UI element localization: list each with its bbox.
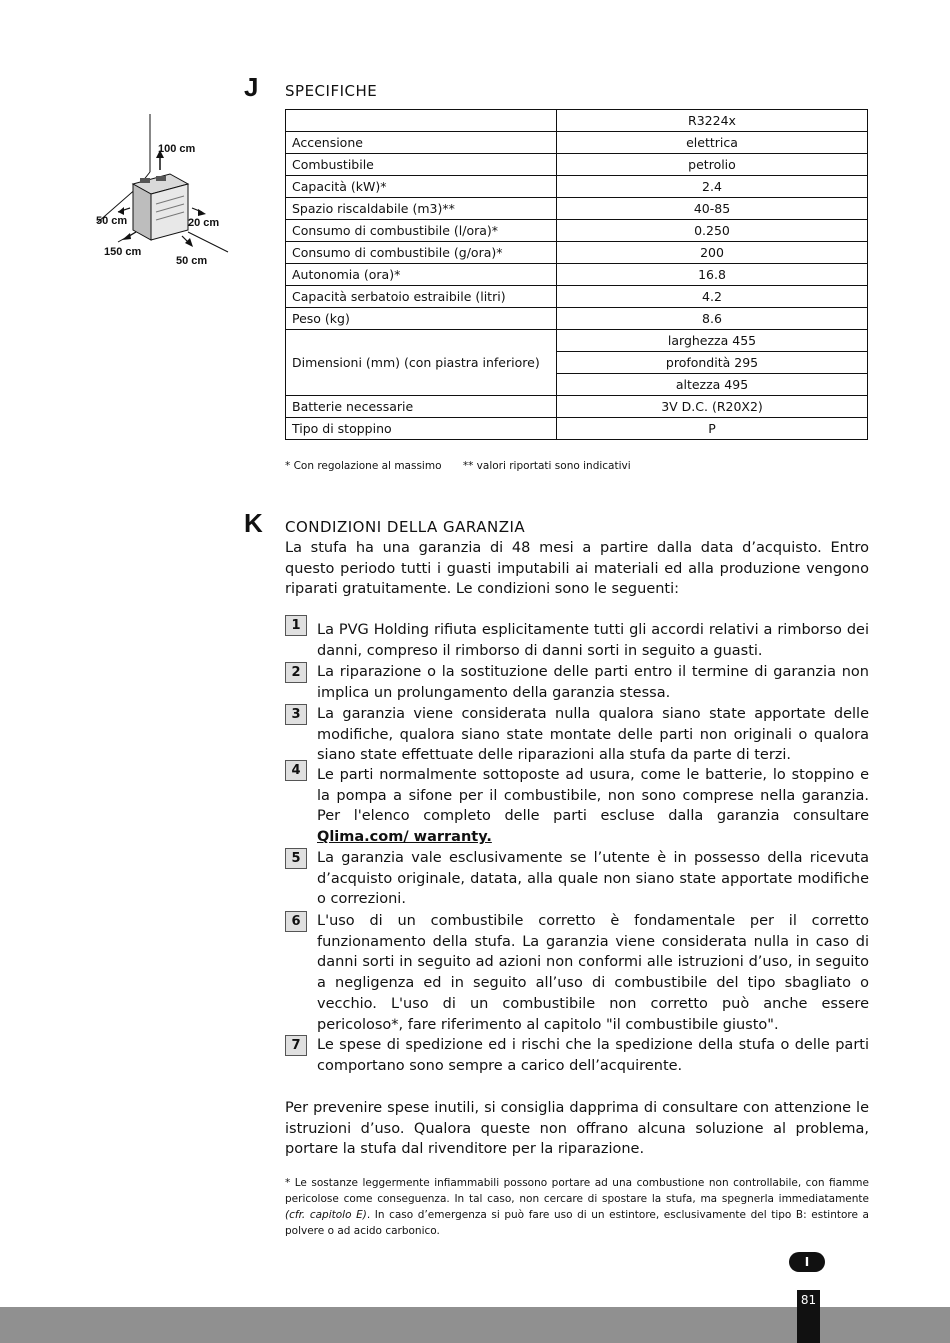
table-row	[286, 132, 868, 154]
table-value: P	[557, 418, 868, 440]
item-text: La PVG Holding rifiuta esplicitamente tutti gli accordi relativi a rimborso dei danni, compreso il rimborso di danni sorti in seguito a guasti.	[317, 622, 869, 659]
spec-table	[285, 109, 868, 440]
footnote-indicative: ** valori riportati sono indicativi	[462, 460, 631, 472]
label-50cm-left: 50 cm	[96, 215, 128, 227]
table-value-depth: profondità 295	[557, 352, 868, 374]
item-number: 4	[285, 760, 307, 781]
table-value: 8.6	[557, 308, 868, 330]
table-cell-empty	[286, 110, 557, 132]
item-text	[317, 765, 869, 848]
warranty-link[interactable]: Qlima.com/ warranty.	[317, 829, 492, 846]
section-title-garanzia: CONDIZIONI DELLA GARANZIA	[285, 518, 526, 536]
table-value: 2.4	[557, 176, 868, 198]
item-number: 1	[285, 615, 307, 636]
item-number: 2	[285, 662, 307, 683]
table-row-header	[286, 110, 868, 132]
table-value: 0.250	[557, 220, 868, 242]
table-row	[286, 198, 868, 220]
table-value: 200	[557, 242, 868, 264]
item-text-body: Le parti normalmente sottoposte ad usura, come le batterie, lo stoppino e la pompa a sifone per il combustibile, non sono comprese nella garanzia. Per l'elenco completo delle parti escluse dalla garanzia consultare	[317, 767, 869, 825]
table-value: elettrica	[557, 132, 868, 154]
table-label: Consumo di combustibile (l/ora)*	[286, 220, 557, 242]
section-title-specifiche: SPECIFICHE	[285, 82, 378, 100]
item-number: 5	[285, 848, 307, 869]
table-row-dimensions	[286, 330, 868, 352]
table-value: 4.2	[557, 286, 868, 308]
table-label: Spazio riscaldabile (m3)**	[286, 198, 557, 220]
table-value: 40-85	[557, 198, 868, 220]
table-row	[286, 396, 868, 418]
section-letter-j: J	[244, 72, 259, 102]
table-value: 16.8	[557, 264, 868, 286]
table-row	[286, 286, 868, 308]
item-text: L'uso di un combustibile corretto è fondamentale per il corretto funzionamento della stufa. La garanzia viene considerata nulla in caso di danni sorti in seguito ad azioni non conformi alle istruzioni d’uso, in seguito a negligenza ed in seguito all’uso di combustibile del tipo sbagliato o vecchio. L'uso di un combustibile non corretto può anche essere pericoloso*, fare riferimento al capitolo "il combustibile giusto".	[317, 913, 869, 1033]
table-value: petrolio	[557, 154, 868, 176]
section-letter-k: K	[244, 508, 263, 538]
item-text: La garanzia viene considerata nulla qualora siano state apportate delle modifiche, qualora siano state montate delle parti non originali o qualora siano state effettuate delle riparazioni alla stufa da parte di terzi.	[317, 706, 869, 764]
table-label: Peso (kg)	[286, 308, 557, 330]
item-text: La riparazione o la sostituzione delle parti entro il termine di garanzia non implica un prolungamento della garanzia stessa.	[317, 664, 869, 701]
table-value-width: larghezza 455	[557, 330, 868, 352]
table-row	[286, 176, 868, 198]
table-label: Capacità (kW)*	[286, 176, 557, 198]
item-number: 7	[285, 1035, 307, 1056]
table-label: Accensione	[286, 132, 557, 154]
item-text: Le spese di spedizione ed i rischi che la spedizione della stufa o delle parti comportano sono sempre a carico dell’acquirente.	[317, 1037, 869, 1074]
table-label: Batterie necessarie	[286, 396, 557, 418]
note-text-end: . In caso d’emergenza si può fare uso di un estintore, esclusivamente del tipo B: estintore a polvere o ad acido carbonico.	[285, 1209, 869, 1237]
table-row	[286, 242, 868, 264]
item-number: 3	[285, 704, 307, 725]
table-label: Tipo di stoppino	[286, 418, 557, 440]
item-number: 6	[285, 911, 307, 932]
label-100cm: 100 cm	[158, 143, 196, 155]
table-label: Autonomia (ora)*	[286, 264, 557, 286]
table-footnotes	[285, 460, 649, 472]
note-text-start: * Le sostanze leggermente infiammabili possono portare ad una combustione non controllabile, con fiamme pericolose come conseguenza. In tal caso, non cercare di spostare la stufa, ma spegnerla immediatamente	[285, 1177, 869, 1205]
warranty-intro: La stufa ha una garanzia di 48 mesi a partire dalla data d’acquisto. Entro questo periodo tutti i guasti imputabili ai materiali ed alla produzione vengono riparati gratuitamente. Le condizioni sono le seguenti:	[285, 540, 869, 598]
table-value: 3V D.C. (R20X2)	[557, 396, 868, 418]
page-number: 81	[797, 1290, 820, 1343]
label-150cm: 150 cm	[104, 246, 142, 258]
item-text: La garanzia vale esclusivamente se l’utente è in possesso della ricevuta d’acquisto originale, datata, alla quale non siano state apportate modifiche o correzioni.	[317, 850, 869, 908]
language-badge: I	[789, 1252, 825, 1272]
label-20cm: 20 cm	[188, 217, 220, 229]
closing-paragraph: Per prevenire spese inutili, si consiglia dapprima di consultare con attenzione le istruzioni d’uso. Qualora queste non offrano alcuna soluzione al problema, portare la stufa dal rivenditore per la riparazione.	[285, 1100, 869, 1158]
table-row	[286, 418, 868, 440]
label-50cm-front: 50 cm	[176, 255, 208, 267]
table-row	[286, 264, 868, 286]
table-row	[286, 308, 868, 330]
table-model: R3224x	[557, 110, 868, 132]
table-row	[286, 154, 868, 176]
footnote-max-setting: * Con regolazione al massimo	[285, 460, 442, 472]
clearance-diagram	[88, 112, 238, 272]
note-reference: (cfr. capitolo E)	[285, 1209, 367, 1221]
table-label: Consumo di combustibile (g/ora)*	[286, 242, 557, 264]
table-label: Capacità serbatoio estraibile (litri)	[286, 286, 557, 308]
fuel-note	[285, 1175, 869, 1239]
table-label: Combustibile	[286, 154, 557, 176]
table-row	[286, 220, 868, 242]
table-value-height: altezza 495	[557, 374, 868, 396]
table-label-dimensions: Dimensioni (mm) (con piastra inferiore)	[286, 330, 557, 396]
